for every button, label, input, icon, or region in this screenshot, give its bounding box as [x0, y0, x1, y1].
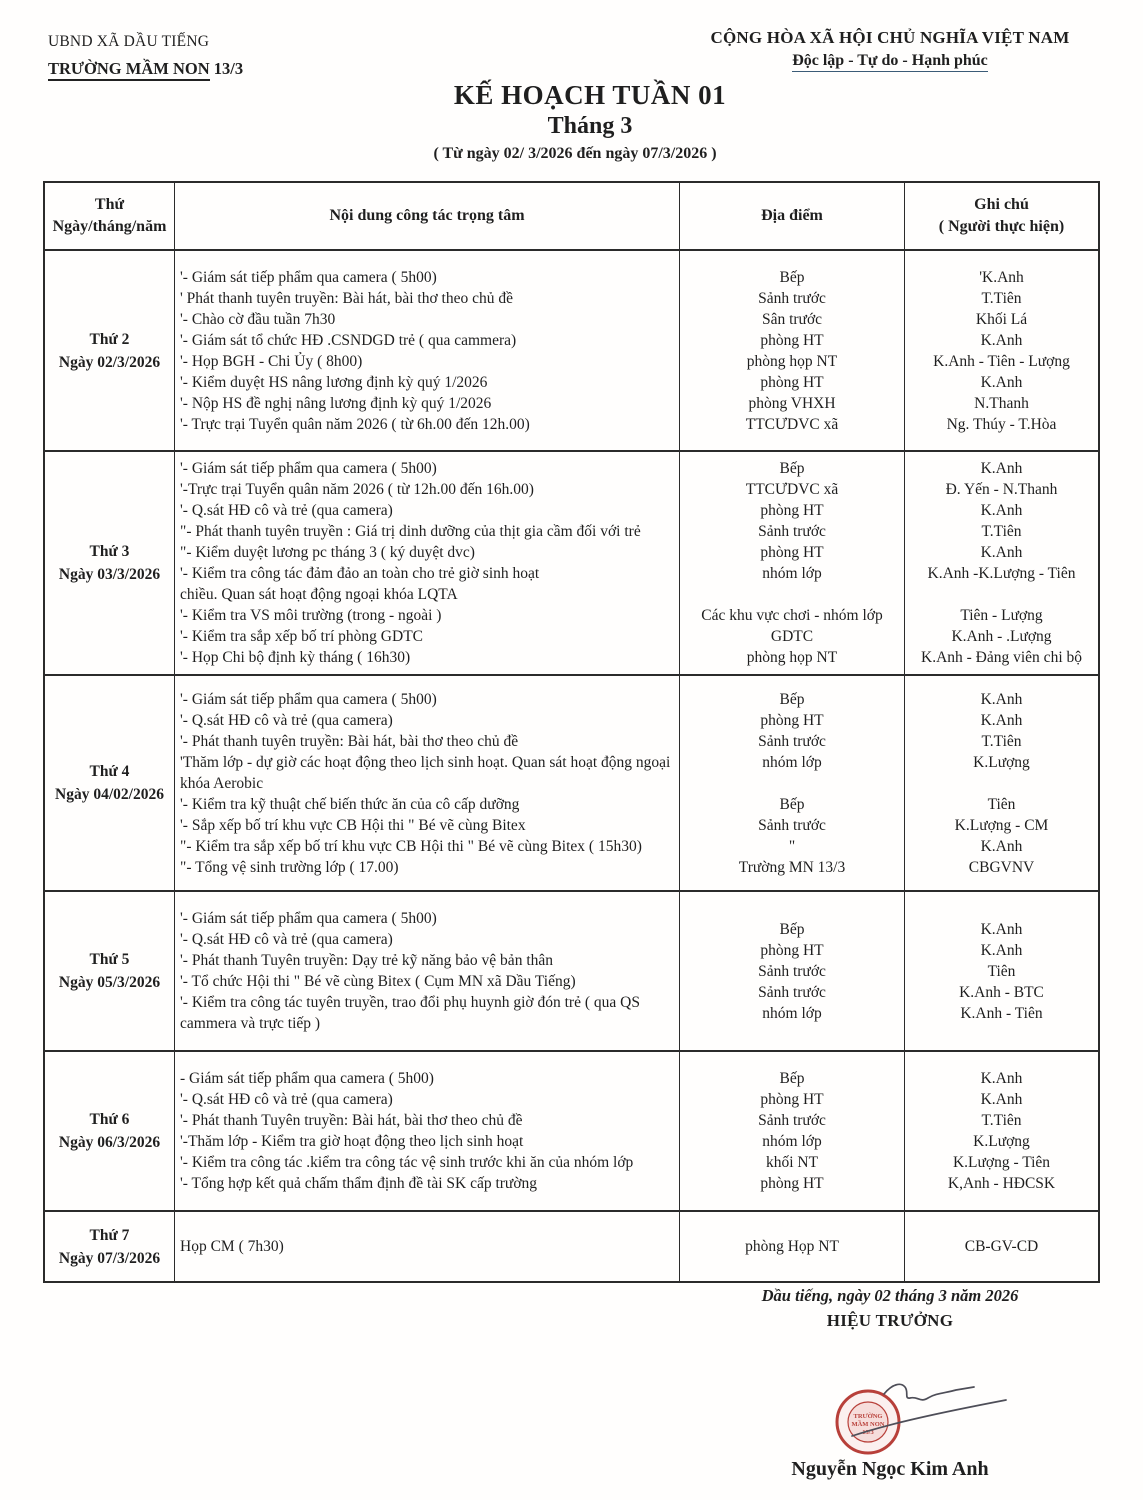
task-line: '- Chào cờ đầu tuần 7h30 — [180, 310, 336, 328]
org-parent: UBND XÃ DẦU TIẾNG — [48, 33, 210, 50]
task-line: cammera và trực tiếp ) — [180, 1015, 321, 1032]
table-header-row — [45, 183, 1098, 251]
location-cell — [680, 1052, 905, 1210]
task-line: '- Giám sát tiếp phẩm qua camera ( 5h00) — [180, 460, 437, 477]
assignee-line: K.Anh — [980, 690, 1023, 708]
task-line: '- Kiểm tra VS môi trường (trong - ngoài ) — [180, 607, 442, 624]
page-title: KẾ HOẠCH TUẦN 01 — [453, 80, 727, 110]
day-cell — [45, 251, 175, 450]
signer-role: HIỆU TRƯỞNG — [826, 1311, 954, 1330]
location-line: Sảnh trước — [758, 732, 826, 750]
location-line: phòng Họp NT — [745, 1238, 839, 1255]
location-line: Sảnh trước — [758, 816, 826, 834]
assignee-line: K.Lượng - CM — [954, 816, 1049, 834]
day-label: Thứ 4 — [89, 763, 130, 780]
assignee-line: Tiên — [987, 795, 1016, 813]
assignee-line: K.Anh — [980, 1070, 1023, 1087]
note-cell — [905, 1052, 1098, 1210]
assignee-line: K.Anh — [980, 544, 1023, 561]
location-line: phòng HT — [760, 941, 824, 959]
content-cell — [175, 1052, 680, 1210]
day-cell — [45, 892, 175, 1050]
location-line: phòng HT — [760, 373, 824, 391]
content-cell — [175, 676, 680, 890]
location-line: nhóm lớp — [762, 565, 822, 582]
content-cell — [175, 1212, 680, 1281]
svg-text:13/3: 13/3 — [862, 1429, 874, 1436]
task-line: "- Tổng vệ sinh trường lớp ( 17.00) — [180, 858, 399, 876]
location-line: phòng HT — [760, 331, 824, 349]
table-row — [45, 676, 1098, 892]
assignee-line: Tiên — [987, 962, 1016, 980]
task-line: '- Kiểm tra công tác .kiểm tra công tác vệ sinh trước khi ăn của nhóm lớp — [180, 1154, 634, 1171]
assignee-line: T.Tiên — [981, 523, 1022, 540]
assignee-line: K.Anh — [980, 502, 1023, 519]
location-line: Sảnh trước — [758, 523, 826, 540]
location-line: Bếp — [779, 460, 805, 477]
location-line: Bếp — [779, 268, 805, 286]
task-line: '- Kiểm duyệt HS nâng lương định kỳ quý 1/2026 — [180, 373, 488, 391]
assignee-line: K.Lượng — [973, 753, 1030, 771]
assignee-line: K,Anh - HĐCSK — [947, 1175, 1056, 1192]
assignee-line: K.Anh — [980, 941, 1023, 959]
header-content-column: Nội dung công tác trọng tâm — [175, 183, 680, 249]
country-title: CỘNG HÒA XÃ HỘI CHỦ NGHĨA VIỆT NAM — [710, 28, 1070, 47]
assignee-line: K.Anh -K.Lượng - Tiên — [927, 565, 1076, 582]
task-line: '- Giám sát tổ chức HĐ .CSNDGD trẻ ( qua cammera) — [180, 331, 517, 349]
national-motto — [675, 28, 1105, 70]
date-label: Ngày 03/3/2026 — [58, 566, 161, 583]
signer-name: Nguyễn Ngọc Kim Anh — [791, 1458, 989, 1480]
table-row — [45, 892, 1098, 1052]
task-line: '- Kiểm tra công tác đảm đảo an toàn cho trẻ giờ sinh hoạt — [180, 565, 540, 582]
table-row — [45, 1052, 1098, 1212]
assignee-line: K.Anh — [980, 920, 1023, 938]
location-cell — [680, 676, 905, 890]
location-line: phòng họp NT — [746, 352, 838, 370]
note-cell — [905, 251, 1098, 450]
day-cell — [45, 676, 175, 890]
assignee-line: T.Tiên — [981, 1112, 1022, 1129]
assignee-line: K.Lượng - Tiên — [952, 1154, 1051, 1171]
location-line: nhóm lớp — [762, 753, 822, 771]
header-location-column: Địa điểm — [680, 183, 905, 249]
assignee-line: K.Anh — [980, 373, 1023, 391]
assignee-line: Tiên - Lượng — [960, 607, 1043, 624]
date-label: Ngày 04/02/2026 — [55, 786, 164, 803]
issuing-org — [48, 28, 243, 82]
task-line: '- Họp BGH - Chi Ủy ( 8h00) — [180, 352, 363, 370]
page-subtitle-month: Tháng 3 — [547, 113, 633, 139]
day-label: Thứ 6 — [89, 1111, 130, 1128]
task-line: khóa Aerobic — [180, 774, 264, 792]
note-cell — [905, 676, 1098, 890]
location-line: phòng HT — [760, 1091, 824, 1108]
assignee-line: K.Lượng — [973, 1133, 1030, 1150]
content-cell — [175, 452, 680, 674]
location-line: TTCƯDVC xã — [745, 415, 839, 433]
task-line: '- Phát thanh tuyên truyền: Bài hát, bài thơ theo chủ đề — [180, 732, 519, 750]
assignee-line: K.Anh - BTC — [959, 983, 1044, 1001]
location-line: phòng họp NT — [746, 649, 838, 666]
header-note-column: Ghi chú ( Người thực hiện) — [938, 196, 1065, 235]
location-line: Bếp — [779, 1070, 805, 1087]
location-line: Các khu vực chơi - nhóm lớp — [701, 607, 883, 624]
location-line: Bếp — [779, 795, 805, 813]
assignee-line: K.Anh — [980, 1091, 1023, 1108]
table-row — [45, 251, 1098, 452]
location-cell — [680, 892, 905, 1050]
day-cell — [45, 1052, 175, 1210]
assignee-line: K.Anh — [980, 460, 1023, 477]
assignee-line: K.Anh — [980, 837, 1023, 855]
note-cell — [905, 1212, 1098, 1281]
header-day-column: Thứ Ngày/tháng/năm — [45, 183, 175, 249]
task-line: '- Tổng hợp kết quả chấm thẩm định đề tài SK cấp trường — [180, 1175, 538, 1192]
task-line: chiều. Quan sát hoạt động ngoại khóa LQTA — [180, 586, 458, 603]
location-line — [790, 773, 794, 794]
day-label: Thứ 2 — [89, 330, 130, 348]
content-cell — [175, 251, 680, 450]
assignee-line — [1000, 773, 1004, 794]
task-line: '- Phát thanh Tuyên truyền: Dạy trẻ kỹ năng bảo vệ bản thân — [180, 952, 553, 969]
note-cell — [905, 452, 1098, 674]
assignee-line: CB-GV-CD — [964, 1238, 1039, 1255]
day-cell — [45, 1212, 175, 1281]
svg-text:MẦM NON: MẦM NON — [851, 1421, 885, 1428]
task-line: Họp CM ( 7h30) — [180, 1238, 284, 1255]
location-line: nhóm lớp — [762, 1133, 822, 1150]
assignee-line: K.Anh - .Lượng — [951, 628, 1052, 645]
assignee-line: CBGVNV — [968, 858, 1035, 876]
assignee-line: K.Anh - Tiên — [960, 1004, 1043, 1022]
location-line: GDTC — [770, 628, 814, 645]
date-label: Ngày 06/3/2026 — [58, 1134, 161, 1151]
task-line: '- Giám sát tiếp phẩm qua camera ( 5h00) — [180, 690, 437, 708]
day-label: Thứ 5 — [89, 951, 130, 968]
assignee-line: T.Tiên — [981, 289, 1022, 307]
task-line: '- Q.sát HĐ cô và trẻ (qua camera) — [180, 711, 393, 729]
task-line: '- Kiểm tra công tác tuyên truyền, trao đổi phụ huynh giờ đón trẻ ( qua QS — [180, 994, 640, 1011]
date-range: ( Từ ngày 02/ 3/2026 đến ngày 07/3/2026 ) — [433, 145, 717, 162]
assignee-line: K.Anh - Đảng viên chi bộ — [921, 649, 1082, 666]
date-label: Ngày 02/3/2026 — [58, 353, 161, 371]
task-line: '- Kiểm tra sắp xếp bố trí phòng GDTC — [180, 628, 423, 645]
signature-dateline: Dầu tiếng, ngày 02 tháng 3 năm 2026 — [761, 1286, 1019, 1305]
task-line: '- Kiểm tra kỹ thuật chế biến thức ăn của cô cấp dưỡng — [180, 795, 520, 813]
weekly-schedule-table — [43, 181, 1100, 1283]
assignee-line: K.Anh — [980, 711, 1023, 729]
location-line: phòng HT — [760, 544, 824, 561]
note-cell — [905, 892, 1098, 1050]
assignee-line: Ng. Thúy - T.Hòa — [946, 415, 1057, 433]
location-line: Sảnh trước — [758, 1112, 826, 1129]
assignee-line: N.Thanh — [974, 394, 1029, 412]
task-line: '-Trực trại Tuyển quân năm 2026 ( từ 12h.00 đến 16h.00) — [180, 481, 534, 498]
location-line: Bếp — [779, 920, 805, 938]
location-line: Sảnh trước — [758, 289, 826, 307]
location-line: Bếp — [779, 690, 805, 708]
location-line — [790, 584, 794, 605]
location-cell — [680, 1212, 905, 1281]
day-label: Thứ 3 — [89, 543, 130, 560]
task-line: - Giám sát tiếp phẩm qua camera ( 5h00) — [180, 1070, 434, 1087]
task-line: '- Họp Chi bộ định kỳ tháng ( 16h30) — [180, 649, 411, 666]
task-line: '- Phát thanh Tuyên truyền: Bài hát, bài thơ theo chủ đề — [180, 1112, 523, 1129]
table-row — [45, 452, 1098, 676]
task-line: "- Kiểm duyệt lương pc tháng 3 ( ký duyệt dvc) — [180, 544, 475, 561]
location-line: nhóm lớp — [762, 1004, 822, 1022]
svg-text:TRƯỜNG: TRƯỜNG — [853, 1413, 883, 1420]
table-row — [45, 1212, 1098, 1281]
task-line: 'Thăm lớp - dự giờ các hoạt động theo lịch sinh hoạt. Quan sát hoạt động ngoại — [180, 753, 671, 771]
location-line: Trường MN 13/3 — [738, 858, 846, 876]
task-line: '- Q.sát HĐ cô và trẻ (qua camera) — [180, 931, 393, 948]
task-line: ' Phát thanh tuyên truyền: Bài hát, bài thơ theo chủ đề — [180, 289, 513, 307]
location-line: Sảnh trước — [758, 962, 826, 980]
task-line: '-Thăm lớp - Kiểm tra giờ hoạt động theo lịch sinh hoạt — [180, 1133, 524, 1150]
task-line: '- Tổ chức Hội thi " Bé vẽ cùng Bitex ( Cụm MN xã Dầu Tiếng) — [180, 973, 576, 990]
location-line: TTCƯDVC xã — [745, 481, 839, 498]
assignee-line: Khối Lá — [975, 310, 1028, 328]
assignee-line: 'K.Anh — [979, 268, 1024, 286]
school-stamp-icon — [828, 1372, 1043, 1468]
location-line: phòng HT — [760, 502, 824, 519]
content-cell — [175, 892, 680, 1050]
date-label: Ngày 05/3/2026 — [58, 974, 161, 991]
task-line: '- Giám sát tiếp phẩm qua camera ( 5h00) — [180, 268, 437, 286]
task-line: '- Nộp HS đề nghị nâng lương định kỳ quý 1/2026 — [180, 394, 492, 412]
motto-line: Độc lập - Tự do - Hạnh phúc — [675, 52, 1105, 70]
location-cell — [680, 251, 905, 450]
table-body — [45, 251, 1098, 1281]
title-block — [0, 80, 1143, 140]
location-line: phòng HT — [760, 1175, 824, 1192]
location-line: Sân trước — [761, 310, 823, 328]
task-line: '- Q.sát HĐ cô và trẻ (qua camera) — [180, 1091, 393, 1108]
assignee-line: K.Anh — [980, 331, 1023, 349]
assignee-line: T.Tiên — [981, 732, 1022, 750]
location-line: Sảnh trước — [758, 983, 826, 1001]
assignee-line: K.Anh - Tiên - Lượng — [933, 352, 1070, 370]
location-cell — [680, 452, 905, 674]
org-school: TRƯỜNG MẦM NON 13/3 — [48, 55, 243, 82]
task-line: '- Sắp xếp bố trí khu vực CB Hội thi " Bé vẽ cùng Bitex — [180, 816, 526, 834]
location-line: phòng HT — [760, 711, 824, 729]
location-line: phòng VHXH — [748, 394, 836, 412]
task-line: '- Giám sát tiếp phẩm qua camera ( 5h00) — [180, 910, 437, 927]
assignee-line — [1000, 584, 1004, 605]
task-line: '- Q.sát HĐ cô và trẻ (qua camera) — [180, 502, 393, 519]
location-line: " — [788, 837, 796, 855]
task-line: "- Phát thanh tuyên truyền : Giá trị dinh dưỡng của thịt gia cầm đối với trẻ — [180, 523, 641, 540]
task-line: "- Kiểm tra sắp xếp bố trí khu vực CB Hội thi " Bé vẽ cùng Bitex ( 15h30) — [180, 837, 642, 855]
location-line: khối NT — [765, 1154, 819, 1171]
day-label: Thứ 7 — [89, 1226, 130, 1244]
task-line: '- Trực trại Tuyển quân năm 2026 ( từ 6h.00 đến 12h.00) — [180, 415, 530, 433]
date-label: Ngày 07/3/2026 — [58, 1249, 161, 1267]
day-cell — [45, 452, 175, 674]
assignee-line: Đ. Yến - N.Thanh — [945, 481, 1058, 498]
